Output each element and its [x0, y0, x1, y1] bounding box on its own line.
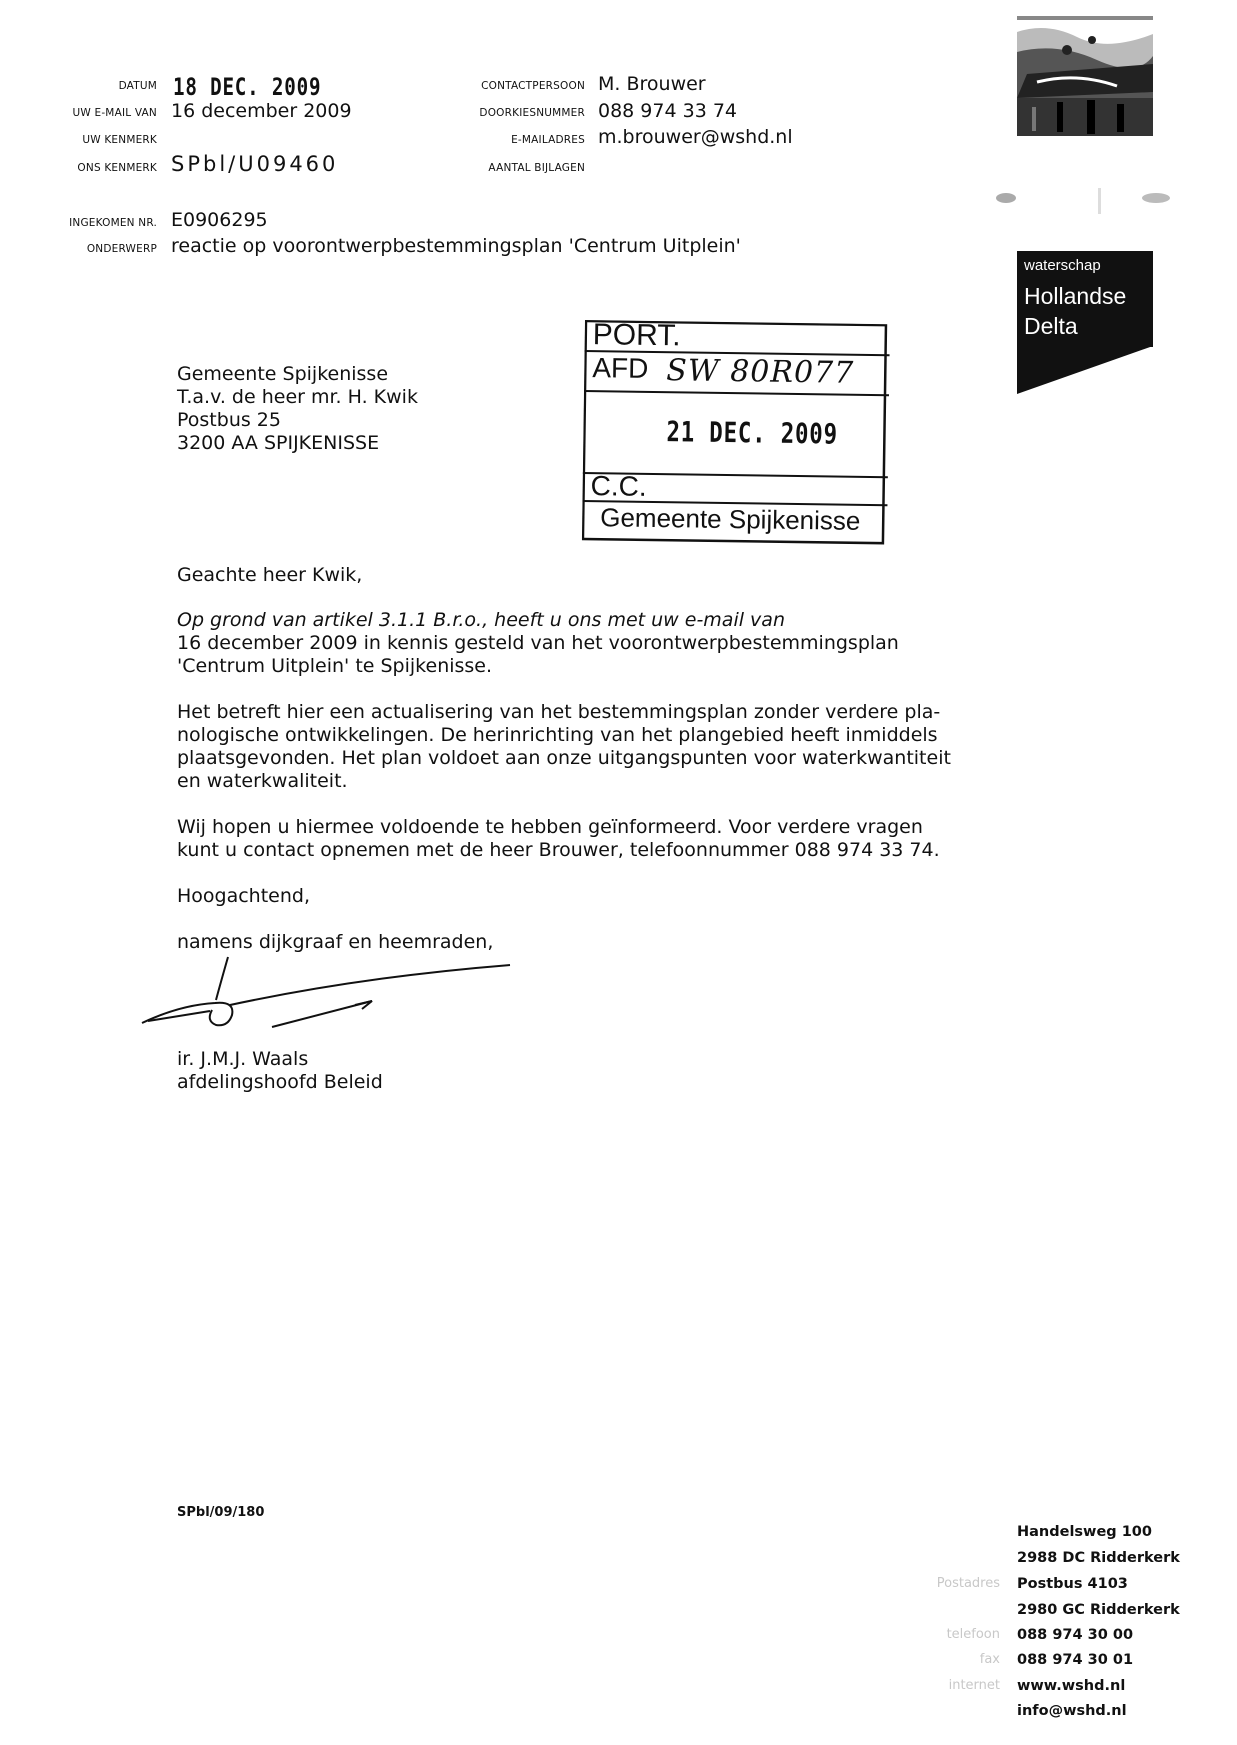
- ons-kenmerk-value: SPbl/U09460: [171, 152, 339, 176]
- datum-value: 18 DEC. 2009: [173, 73, 322, 101]
- on-behalf: namens dijkgraaf en heemraden,: [177, 931, 494, 953]
- paragraph2-line1: Het betreft hier een actualisering van het bestemmingsplan zonder verdere pla-: [177, 701, 941, 723]
- recipient-line4: 3200 AA SPIJKENISSE: [177, 432, 380, 454]
- logo-line1: waterschap: [1024, 257, 1101, 274]
- uw-email-van-value: 16 december 2009: [171, 100, 352, 122]
- stamp-date: 21 DEC. 2009: [666, 415, 839, 451]
- signer-title: afdelingshoofd Beleid: [177, 1071, 383, 1093]
- incoming-stamp: [582, 320, 890, 546]
- recipient-line1: Gemeente Spijkenisse: [177, 363, 389, 385]
- doorkiesnummer-label: DOORKIESNUMMER: [479, 107, 585, 119]
- recipient-line3: Postbus 25: [177, 409, 281, 431]
- footer-telefoon: 088 974 30 00: [1017, 1627, 1134, 1643]
- ingekomen-value: E0906295: [171, 209, 268, 231]
- logo-triangle: [1017, 346, 1153, 396]
- onderwerp-label: ONDERWERP: [86, 243, 157, 255]
- logo-line3: Delta: [1024, 313, 1078, 339]
- stamp-afd: AFD: [592, 352, 649, 384]
- paragraph1-line3: 'Centrum Uitplein' te Spijkenisse.: [177, 655, 493, 677]
- stamp-afd-handwritten: SW 80R077: [666, 353, 855, 391]
- footer-address2: 2988 DC Ridderkerk: [1017, 1550, 1180, 1566]
- reference-code: SPbl/09/180: [177, 1505, 265, 1520]
- stamp-port: PORT.: [592, 318, 681, 353]
- paragraph3-line1: Wij hopen u hiermee voldoende te hebben geïnformeerd. Voor verdere vragen: [177, 816, 923, 838]
- aantal-bijlagen-label: AANTAL BIJLAGEN: [488, 162, 585, 174]
- closing: Hoogachtend,: [177, 885, 311, 907]
- footer-website: www.wshd.nl: [1017, 1678, 1126, 1694]
- doorkiesnummer-value: 088 974 33 74: [598, 100, 738, 122]
- footer-postadres2: 2980 GC Ridderkerk: [1017, 1602, 1180, 1618]
- logo-line2: Hollandse: [1024, 283, 1127, 309]
- ons-kenmerk-label: ONS KENMERK: [77, 162, 157, 174]
- footer-telefoon-label: telefoon: [946, 1627, 1000, 1642]
- stamp-cc: C.C.: [590, 470, 647, 502]
- footer-postadres1: Postbus 4103: [1017, 1576, 1128, 1592]
- uw-email-van-label: UW E-MAIL VAN: [72, 107, 157, 119]
- paragraph3-line2: kunt u contact opnemen met de heer Brouwer, telefoonnummer 088 974 33 74.: [177, 839, 940, 861]
- signer-name: ir. J.M.J. Waals: [177, 1048, 309, 1070]
- uw-kenmerk-label: UW KENMERK: [82, 134, 157, 146]
- emailadres-label: E-MAILADRES: [511, 134, 585, 146]
- datum-label: DATUM: [118, 80, 157, 92]
- paragraph2-line4: en waterkwaliteit.: [177, 770, 348, 792]
- handwritten-signature: [140, 955, 520, 1035]
- salutation: Geachte heer Kwik,: [177, 564, 363, 586]
- footer-fax: 088 974 30 01: [1017, 1652, 1134, 1668]
- recipient-line2: T.a.v. de heer mr. H. Kwik: [177, 386, 418, 408]
- footer-email: info@wshd.nl: [1017, 1703, 1127, 1719]
- contactpersoon-value: M. Brouwer: [598, 73, 706, 95]
- footer-postadres-label: Postadres: [936, 1576, 1000, 1591]
- header-photo: [1017, 12, 1153, 136]
- paragraph2-line2: nologische ontwikkelingen. De herinrichting van het plangebied heeft inmiddels: [177, 724, 938, 746]
- paragraph1-line1: Op grond van artikel 3.1.1 B.r.o., heeft u ons met uw e-mail van: [177, 609, 785, 631]
- scan-smudge: [996, 186, 1176, 216]
- footer-address1: Handelsweg 100: [1017, 1524, 1152, 1540]
- onderwerp-value: reactie op voorontwerpbestemmingsplan 'Centrum Uitplein': [171, 235, 741, 257]
- ingekomen-label: INGEKOMEN NR.: [69, 217, 157, 229]
- paragraph1-line2: 16 december 2009 in kennis gesteld van het voorontwerpbestemmingsplan: [177, 632, 899, 654]
- paragraph2-line3: plaatsgevonden. Het plan voldoet aan onze uitgangspunten voor waterkwantiteit: [177, 747, 951, 769]
- footer-internet-label: internet: [948, 1678, 1000, 1693]
- emailadres-value: m.brouwer@wshd.nl: [598, 126, 793, 148]
- waterschap-logo: [1017, 251, 1153, 347]
- contactpersoon-label: CONTACTPERSOON: [481, 80, 585, 92]
- footer-fax-label: fax: [979, 1652, 1000, 1667]
- stamp-cc-value: Gemeente Spijkenisse: [600, 502, 861, 536]
